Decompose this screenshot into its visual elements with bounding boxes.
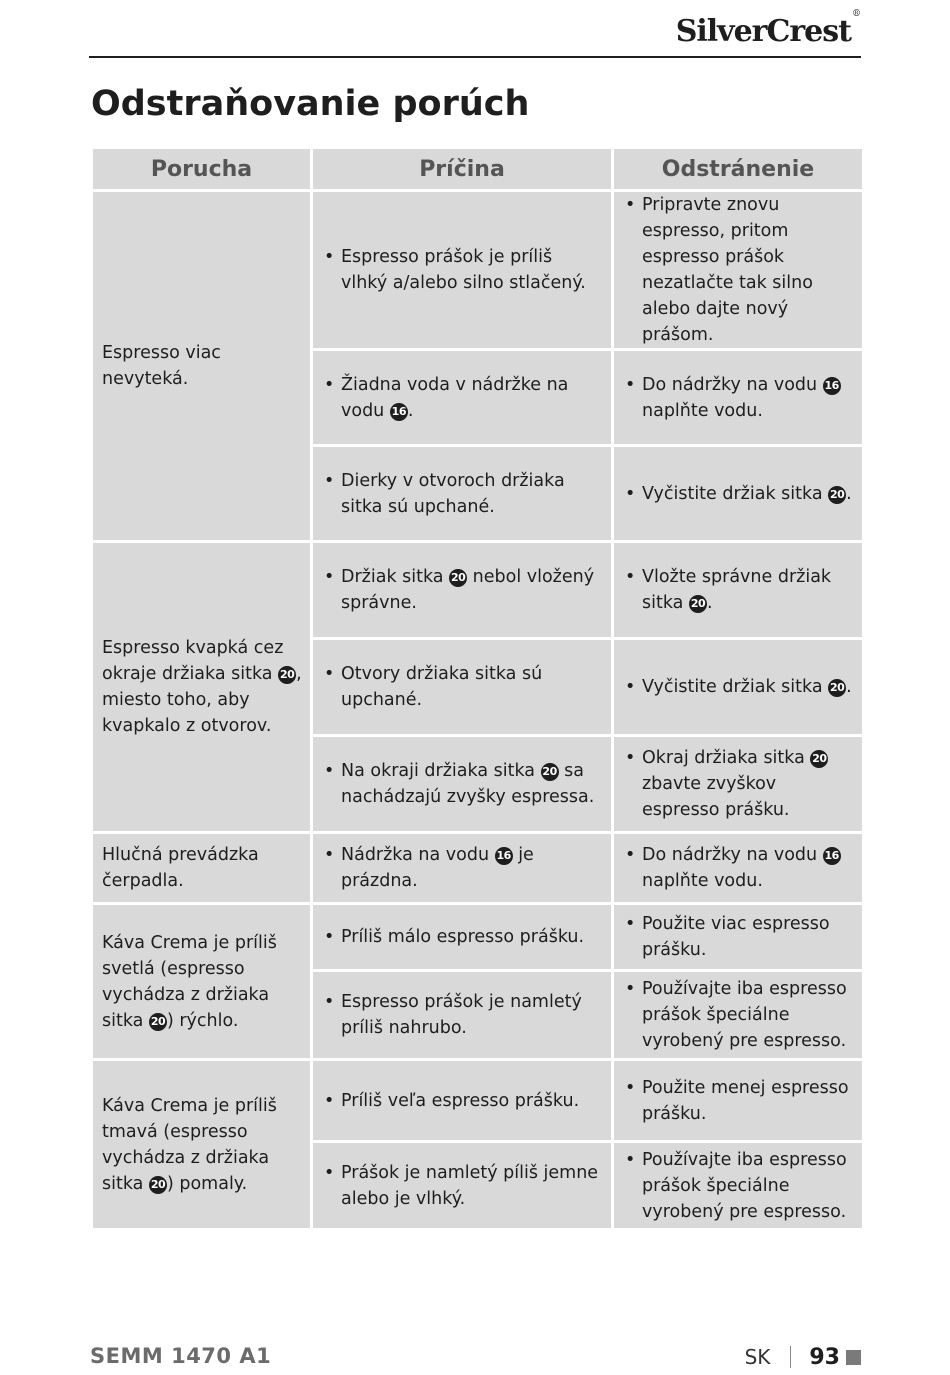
bullet-item (623, 192, 854, 348)
remedy-cell (613, 1060, 864, 1142)
remedy-cell (613, 971, 864, 1060)
fault-cell (92, 1060, 312, 1230)
text-segment: Káva Crema je príliš svetlá (espresso vychádza z držiaka sitka (102, 932, 277, 1031)
text-segment: Použite menej espresso prášku. (642, 1077, 849, 1124)
reference-number-icon: 20 (828, 486, 846, 504)
remedy-cell (613, 639, 864, 736)
column-header-remedy: Odstránenie (613, 148, 864, 191)
footer-page-info (745, 1342, 861, 1372)
fault-cell (92, 833, 312, 904)
text-segment: Do nádržky na vodu (642, 845, 823, 865)
table-row (92, 833, 864, 904)
cause-cell (312, 833, 613, 904)
text-segment: Prášok je namletý píliš jemne alebo je vlhký. (341, 1162, 599, 1209)
fault-cell (92, 904, 312, 1060)
reference-number-icon: 20 (149, 1176, 167, 1194)
bullet-item (322, 661, 603, 713)
text-segment: Do nádržky na vodu (642, 374, 823, 395)
text-segment: Príliš veľa espresso prášku. (341, 1090, 580, 1111)
text-segment: Dierky v otvoroch držiaka sitka sú upchané. (341, 470, 565, 517)
text-segment: Espresso prášok je namletý príliš nahrubo. (341, 992, 582, 1038)
reference-number-icon: 20 (828, 679, 846, 697)
table-header-row (92, 148, 864, 191)
cause-cell (312, 191, 613, 350)
text-segment: Nádržka na vodu (341, 845, 495, 865)
text-segment: Držiak sitka (341, 567, 450, 587)
reference-number-icon: 16 (823, 377, 841, 395)
bullet-item (322, 989, 603, 1041)
bullet-item (322, 924, 603, 950)
bullet-item (322, 1160, 603, 1212)
footer-square-icon (846, 1350, 861, 1365)
footer-language: SK (744, 1345, 771, 1369)
text-segment: ) rýchlo. (166, 1010, 239, 1031)
fault-cell (92, 191, 312, 542)
table-body (92, 191, 864, 1230)
text-segment: Použite viac espresso prášku. (642, 914, 830, 960)
remedy-cell (613, 542, 864, 639)
troubleshooting-table (90, 146, 865, 1231)
column-header-fault: Porucha (92, 148, 312, 191)
remedy-cell (613, 904, 864, 971)
bullet-item (322, 842, 603, 894)
bullet-item (623, 564, 854, 616)
text-segment: Espresso kvapká cez okraje držiaka sitka (102, 638, 284, 684)
fault-cell (92, 542, 312, 833)
reference-number-icon: 20 (449, 569, 467, 587)
bullet-item (322, 1088, 603, 1114)
text-segment: Otvory držiaka sitka sú upchané. (341, 664, 543, 710)
reference-number-icon: 20 (541, 763, 559, 781)
bullet-item (623, 481, 854, 507)
remedy-cell (613, 736, 864, 833)
cause-cell (312, 446, 613, 542)
bullet-item (322, 564, 603, 616)
table-row (92, 1060, 864, 1142)
bullet-item (322, 372, 603, 424)
text-segment: Vložte správne držiak sitka (642, 567, 832, 613)
text-segment: Hlučná prevádzka čerpadla. (102, 845, 259, 891)
text-segment: Vyčistite držiak sitka (642, 483, 829, 504)
text-segment: Káva Crema je príliš tmavá (espresso vychádza z držiaka sitka (102, 1095, 277, 1194)
text-segment: , miesto toho, aby kvapkalo z otvorov. (102, 664, 302, 736)
cause-cell (312, 639, 613, 736)
brand-name: SilverCrest (675, 14, 851, 49)
bullet-item (322, 758, 603, 810)
text-segment: Používajte iba espresso prášok špeciálne vyrobený pre espresso. (642, 1149, 847, 1222)
reference-number-icon: 20 (810, 750, 828, 768)
registered-mark: ® (852, 9, 860, 19)
remedy-cell (613, 833, 864, 904)
page-number: 93 (809, 1344, 840, 1370)
table-row (92, 191, 864, 350)
cause-cell (312, 350, 613, 446)
text-segment: Príliš málo espresso prášku. (341, 927, 585, 947)
page-title: Odstraňovanie porúch (91, 84, 530, 124)
reference-number-icon: 16 (495, 847, 513, 865)
table-row (92, 542, 864, 639)
bullet-item (623, 842, 854, 894)
bullet-item (623, 976, 854, 1054)
text-segment: Espresso prášok je príliš vlhký a/alebo silno stlačený. (341, 247, 586, 293)
text-segment: naplňte vodu. (642, 871, 763, 891)
text-segment: Vyčistite držiak sitka (642, 677, 829, 697)
reference-number-icon: 20 (689, 595, 707, 613)
remedy-cell (613, 191, 864, 350)
header-rule (89, 56, 861, 58)
cause-cell (312, 1142, 613, 1230)
cause-cell (312, 542, 613, 639)
bullet-item (623, 1075, 854, 1127)
reference-number-icon: 20 (278, 666, 296, 684)
text-segment: Používajte iba espresso prášok špeciálne vyrobený pre espresso. (642, 979, 847, 1051)
cause-cell (312, 904, 613, 971)
cause-cell (312, 971, 613, 1060)
bullet-item (623, 674, 854, 700)
reference-number-icon: 16 (823, 847, 841, 865)
remedy-cell (613, 1142, 864, 1230)
reference-number-icon: 20 (149, 1013, 167, 1031)
text-segment: Žiadna voda v nádržke na vodu (341, 374, 569, 421)
text-segment: Pripravte znovu espresso, pritom espresso prášok nezatlačte tak silno alebo dajte nový prášom. (642, 195, 813, 345)
reference-number-icon: 16 (390, 403, 408, 421)
table-row (92, 904, 864, 971)
text-segment: . (706, 593, 713, 613)
text-segment: zbavte zvyškov espresso prášku. (642, 774, 790, 820)
text-segment: Okraj držiaka sitka (642, 748, 811, 768)
text-segment: je prázdna. (341, 845, 534, 891)
bullet-item (623, 1147, 854, 1225)
troubleshooting-table-wrap (90, 146, 862, 1231)
brand-logo (560, 6, 860, 50)
remedy-cell (613, 446, 864, 542)
text-segment: ) pomaly. (166, 1173, 248, 1194)
text-segment: Espresso viac nevyteká. (102, 343, 221, 389)
cause-cell (312, 736, 613, 833)
bullet-item (322, 244, 603, 296)
remedy-cell (613, 350, 864, 446)
bullet-item (623, 911, 854, 963)
text-segment: . (846, 677, 852, 697)
text-segment: nebol vložený správne. (341, 567, 595, 613)
bullet-item (623, 745, 854, 823)
footer-model: SEMM 1470 A1 (90, 1344, 272, 1368)
text-segment: Na okraji držiaka sitka (341, 761, 541, 781)
text-segment: naplňte vodu. (642, 400, 763, 421)
text-segment: sa nachádzajú zvyšky espressa. (341, 761, 595, 807)
text-segment: . (846, 483, 852, 504)
footer-divider (790, 1346, 791, 1368)
bullet-item (623, 372, 854, 424)
cause-cell (312, 1060, 613, 1142)
bullet-item (322, 468, 603, 520)
text-segment: . (407, 400, 414, 421)
column-header-cause: Príčina (312, 148, 613, 191)
